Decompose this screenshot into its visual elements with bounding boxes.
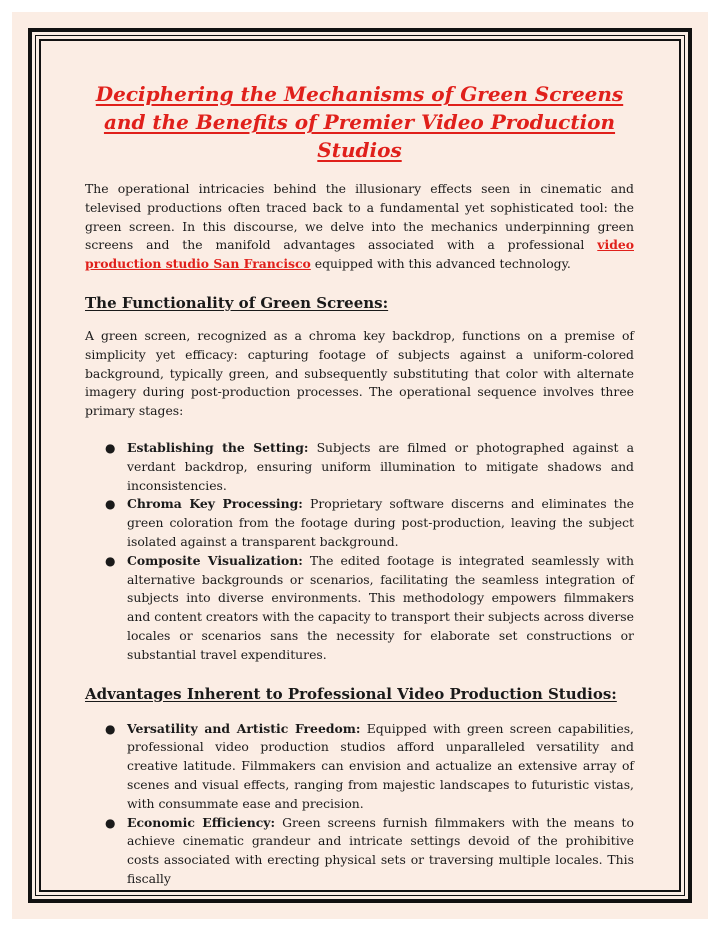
bullet-text: Equipped with green screen capabilities, professional video production studios afford unparalleled versatility and creative latitude. Filmmakers can envision and actualize an extensive array of scenes and visual effects, ranging from majestic landscapes to futuristic vistas, with consummate ease and precision.	[127, 720, 634, 811]
bullet-term: Composite Visualization:	[127, 552, 303, 568]
bullet-term: Establishing the Setting:	[127, 439, 309, 455]
bullet-term: Versatility and Artistic Freedom:	[127, 720, 361, 736]
section-heading-functionality: The Functionality of Green Screens:	[85, 293, 389, 312]
advantages-list	[85, 720, 634, 889]
bullet-icon: ●	[105, 497, 116, 512]
video-production-studio-link[interactable]: video production studio San Francisco	[85, 237, 634, 272]
functionality-stages-list	[85, 439, 634, 665]
functionality-paragraph: A green screen, recognized as a chroma key backdrop, functions on a premise of simplicity yet efficacy: capturing footage of subjects against a uniform-colored background, typically green, and subsequently substituting that color with alternate imagery during post-production processes. The operational sequence involves three primary stages:	[85, 327, 634, 419]
bullet-icon: ●	[105, 721, 116, 736]
intro-text-after-link: equipped with this advanced technology.	[310, 256, 571, 272]
bullet-text: Subjects are filmed or photographed against a verdant backdrop, ensuring uniform illumination to mitigate shadows and inconsistencies.	[127, 439, 634, 493]
document-title: Deciphering the Mechanisms of Green Screens and the Benefits of Premier Video Production Studios	[95, 82, 624, 162]
intro-paragraph	[85, 180, 634, 274]
document-body	[85, 80, 634, 889]
bullet-icon: ●	[105, 553, 116, 568]
list-item	[85, 439, 634, 495]
bullet-icon: ●	[105, 440, 116, 455]
list-item	[85, 495, 634, 551]
list-item	[85, 814, 634, 889]
bullet-term: Chroma Key Processing:	[127, 496, 303, 512]
bullet-text: Proprietary software discerns and eliminates the green coloration from the footage during post-production, leaving the subject isolated against a transparent background.	[127, 496, 635, 549]
intro-text-before-link: The operational intricacies behind the illusionary effects seen in cinematic and televised productions often traced back to a fundamental yet sophisticated tool: the green screen. In this discourse, we delve into the mechanics underpinning green screens and the manifold advantages associated with a professional	[85, 181, 634, 253]
bullet-text: Green screens furnish filmmakers with the means to achieve cinematic grandeur and intricate settings devoid of the prohibitive costs associated with erecting physical sets or traversing multiple locales. This fiscally	[127, 814, 634, 886]
bullet-icon: ●	[105, 815, 116, 830]
section-heading-advantages: Advantages Inherent to Professional Video Production Studios:	[85, 684, 617, 703]
list-item	[85, 552, 634, 665]
bullet-term: Economic Efficiency:	[127, 814, 276, 830]
bullet-text: The edited footage is integrated seamlessly with alternative backgrounds or scenarios, facilitating the seamless integration of subjects into diverse environments. This methodology empowers filmmakers and content creators with the capacity to transport their subjects across diverse locales or scenarios sans the necessity for elaborate set constructions or substantial travel expenditures.	[127, 552, 634, 662]
list-item	[85, 720, 634, 814]
